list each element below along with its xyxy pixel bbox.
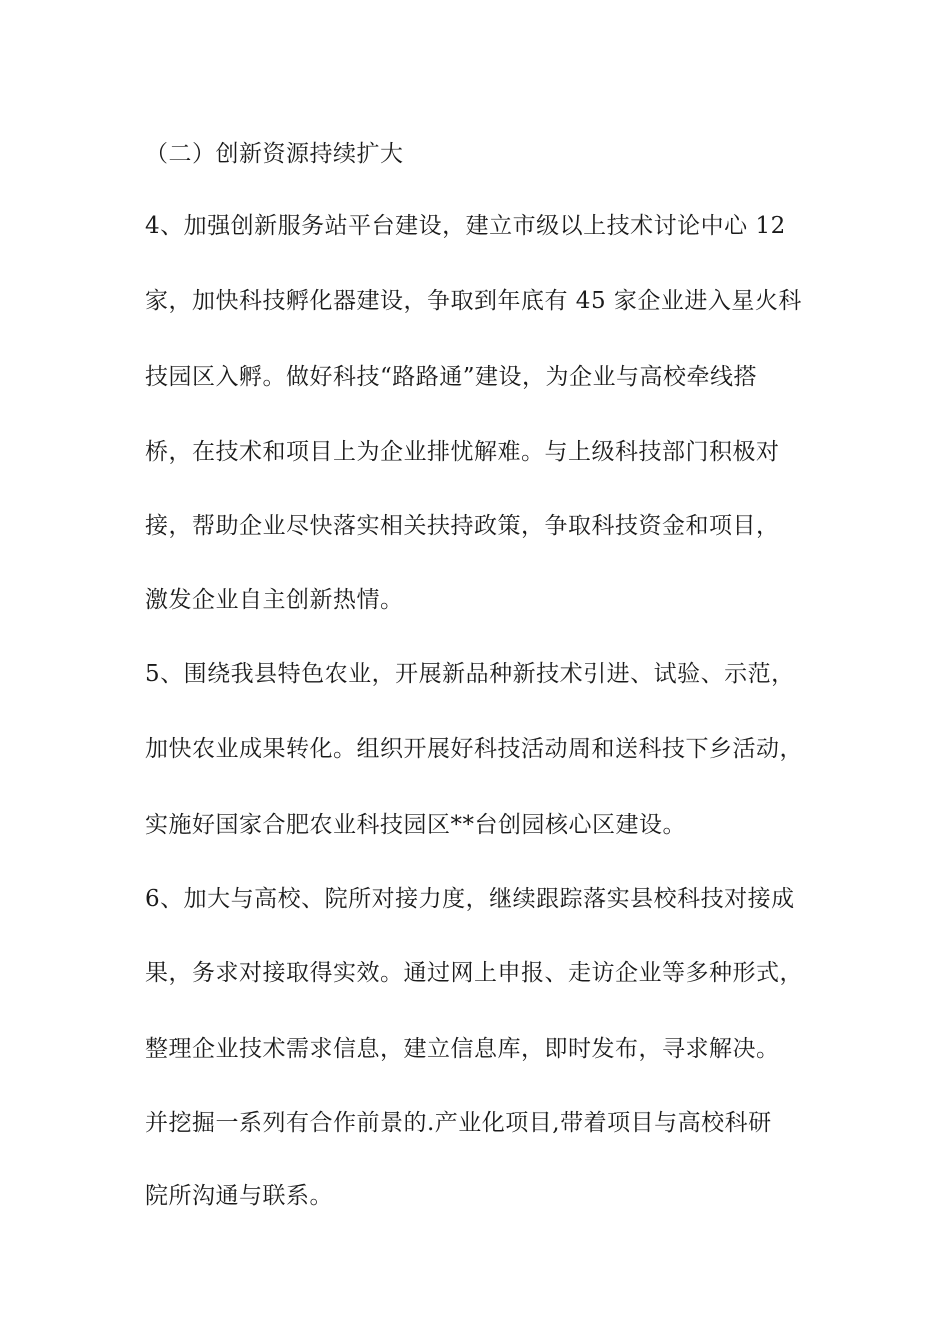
section-heading: （二）创新资源持续扩大: [145, 141, 404, 167]
paragraph-1-line-2: 家，加快科技孵化器建设，争取到年底有 45 家企业进入星火科: [145, 288, 802, 314]
paragraph-3-line-1: 6、加大与高校、院所对接力度，继续跟踪落实县校科技对接成: [145, 886, 795, 912]
paragraph-1-line-5: 接，帮助企业尽快落实相关扶持政策，争取科技资金和项目，: [145, 513, 780, 539]
paragraph-3-line-3: 整理企业技术需求信息，建立信息库，即时发布，寻求解决。: [145, 1036, 780, 1062]
paragraph-1-line-6: 激发企业自主创新热情。: [145, 587, 404, 613]
paragraph-3-line-2: 果，务求对接取得实效。通过网上申报、走访企业等多种形式，: [145, 960, 803, 986]
paragraph-3-line-4: 并挖掘一系列有合作前景的.产业化项目,带着项目与高校科研: [145, 1110, 772, 1136]
paragraph-2-line-2: 加快农业成果转化。组织开展好科技活动周和送科技下乡活动，: [145, 736, 803, 762]
paragraph-2-line-3: 实施好国家合肥农业科技园区**台创园核心区建设。: [145, 812, 686, 838]
paragraph-1-line-3: 技园区入孵。做好科技“路路通”建设，为企业与高校牵线搭: [145, 364, 758, 390]
paragraph-2-line-1: 5、围绕我县特色农业，开展新品种新技术引进、试验、示范，: [145, 661, 795, 687]
paragraph-1-line-4: 桥，在技术和项目上为企业排忧解难。与上级科技部门积极对: [145, 439, 780, 465]
paragraph-3-line-5: 院所沟通与联系。: [145, 1183, 333, 1209]
paragraph-1-line-1: 4、加强创新服务站平台建设，建立市级以上技术讨论中心 12: [145, 213, 786, 239]
